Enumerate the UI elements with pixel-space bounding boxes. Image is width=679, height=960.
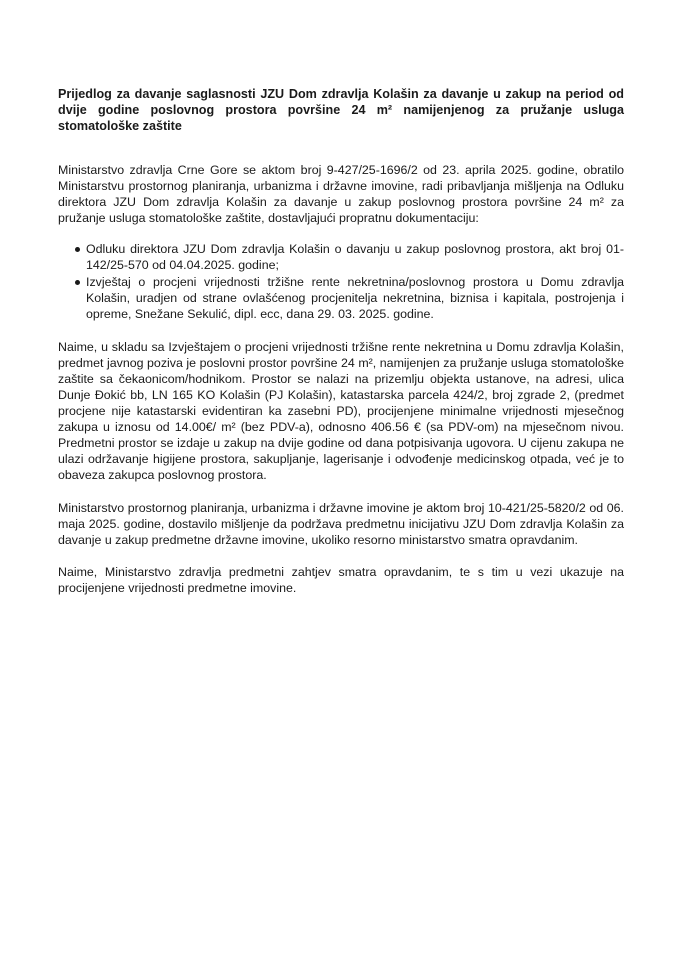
attachment-list — [58, 241, 624, 323]
list-item-text: Izvještaj o procjeni vrijednosti tržišne rente nekretnina/poslovnog prostora u Domu zdravlja Kolašin, uradjen od strane ovlašćenog procjenitelja nekretnina, biznisa i kapitala, postrojenja i opreme, Snežane Sekulić, dipl. ecc, dana 29. 03. 2025. godine. — [86, 275, 624, 321]
document-title: Prijedlog za davanje saglasnosti JZU Dom zdravlja Kolašin za davanje u zakup na period od dvije godine poslovnog prostora površine 24 m² namijenjenog za pružanje usluga stomatološke zaštite — [58, 87, 624, 133]
list-item — [58, 274, 624, 322]
paragraph-ministry-opinion: Ministarstvo prostornog planiranja, urbanizma i državne imovine je aktom broj 10-421/25-5820/2 od 06. maja 2025. godine, dostavilo mišljenje da podržava predmetnu inicijativu JZU Dom zdravlja Kolašin za davanje u zakup predmetne državne imovine, ukoliko resorno ministarstvo smatra opravdanim. — [58, 501, 624, 547]
bullet-icon — [75, 247, 80, 252]
list-item-text: Odluku direktora JZU Dom zdravlja Kolašin o davanju u zakup poslovnog prostora, akt broj 01-142/25-570 od 04.04.2025. godine; — [86, 242, 624, 272]
bullet-icon — [75, 280, 80, 285]
paragraph-assessment: Naime, u skladu sa Izvještajem o procjeni vrijednosti tržišne rente nekretnina u Domu zdravlja Kolašin, predmet javnog poziva je poslovni prostor površine 24 m², namijenjen za pružanje usluga stomatološke zaštite sa čekaonicom/hodnikom. Prostor se nalazi na prizemlju objekta ustanove, na adresi, ulica Dunje Đokić bb, LN 165 KO Kolašin (PJ Kolašin), katastarska parcela 424/2, broj zgrade 2, (predmet procjene nije katastarski evidentiran ka zasebni PD), procijenjene minimalne vrijednosti mjesečnog zakupa u iznosu od 14.00€/ m² (bez PDV-a), odnosno 406.56 € (sa PDV-om) na mjesečnom nivou. Predmetni prostor se izdaje u zakup na dvije godine od dana potpisivanja ugovora. U cijenu zakupa ne ulazi održavanje higijene prostora, sakupljanje, lagerisanje i odvođenje medicinskog otpada, već je to obaveza zakupca poslovnog prostora. — [58, 340, 624, 482]
paragraph-conclusion: Naime, Ministarstvo zdravlja predmetni zahtjev smatra opravdanim, te s tim u vezi ukazuje na procijenjene vrijednosti predmetne imovine. — [58, 565, 624, 595]
paragraph-intro: Ministarstvo zdravlja Crne Gore se aktom broj 9-427/25-1696/2 od 23. aprila 2025. godine, obratilo Ministarstvu prostornog planiranja, urbanizma i državne imovine, radi pribavljanja mišljenja na Odluku direktora JZU Dom zdravlja Kolašin za davanje u zakup poslovnog prostora površine 24 m² za pružanje usluga stomatološke zaštite, dostavljajući propratnu dokumentaciju: — [58, 163, 624, 225]
list-item — [58, 241, 624, 273]
